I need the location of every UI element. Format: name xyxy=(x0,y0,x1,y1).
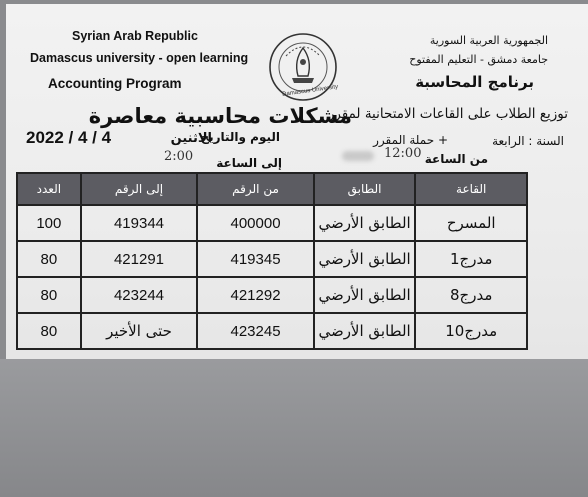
cell-count: 80 xyxy=(17,313,81,349)
title-prefix: توزيع الطلاب على القاعات الامتحانية لمقرر xyxy=(327,106,568,122)
cell-from-number: 400000 xyxy=(197,205,314,241)
header-country-en: Syrian Arab Republic xyxy=(72,29,198,43)
to-time: 2:00 xyxy=(164,149,194,164)
cell-count: 80 xyxy=(17,241,81,277)
cell-from-number: 421292 xyxy=(197,277,314,313)
cell-to-number: 419344 xyxy=(81,205,198,241)
table-header-row xyxy=(17,173,527,205)
header-program-en: Accounting Program xyxy=(48,76,182,91)
header-university-ar: جامعة دمشق - التعليم المفتوح xyxy=(409,53,548,66)
title-course: مشكلات محاسبية معاصرة xyxy=(88,104,352,128)
to-label: إلى الساعة xyxy=(216,156,282,170)
background-surface xyxy=(0,359,588,497)
cell-hall: المسرح xyxy=(415,205,527,241)
year-label: السنة : الرابعة xyxy=(492,134,564,148)
cell-floor: الطابق الأرضي xyxy=(314,205,416,241)
table-row xyxy=(17,313,527,349)
header-to-number: إلى الرقم xyxy=(81,173,198,205)
course-status: + حملة المقرر xyxy=(373,133,448,147)
cell-to-number: حتى الأخير xyxy=(81,313,198,349)
exam-day: الاثنين xyxy=(170,131,212,146)
cell-to-number: 423244 xyxy=(81,277,198,313)
table-row xyxy=(17,241,527,277)
exam-date: 2022 / 4 / 4 xyxy=(26,128,112,147)
smudge xyxy=(342,151,374,161)
header-floor: الطابق xyxy=(314,173,416,205)
cell-count: 100 xyxy=(17,205,81,241)
cell-from-number: 423245 xyxy=(197,313,314,349)
from-time: 12:00 xyxy=(384,146,422,161)
cell-hall: مدرج10 xyxy=(415,313,527,349)
header-university-en: Damascus university - open learning xyxy=(30,51,249,65)
cell-count: 80 xyxy=(17,277,81,313)
cell-hall: مدرج8 xyxy=(415,277,527,313)
table-row xyxy=(17,205,527,241)
header-from-number: من الرقم xyxy=(197,173,314,205)
from-label: من الساعة xyxy=(424,152,488,166)
day-date-label: اليوم والتاريخ xyxy=(200,130,280,144)
room-distribution-table xyxy=(16,172,528,350)
cell-hall: مدرج1 xyxy=(415,241,527,277)
header-hall: القاعة xyxy=(415,173,527,205)
cell-from-number: 419345 xyxy=(197,241,314,277)
header-country-ar: الجمهورية العربية السورية xyxy=(429,34,548,47)
cell-to-number: 421291 xyxy=(81,241,198,277)
header-program-ar: برنامج المحاسبة xyxy=(415,73,534,91)
logo-text: Damascus University xyxy=(281,84,339,98)
cell-floor: الطابق الأرضي xyxy=(314,241,416,277)
header-count: العدد xyxy=(17,173,81,205)
table-row xyxy=(17,277,527,313)
cell-floor: الطابق الأرضي xyxy=(314,313,416,349)
cell-floor: الطابق الأرضي xyxy=(314,277,416,313)
